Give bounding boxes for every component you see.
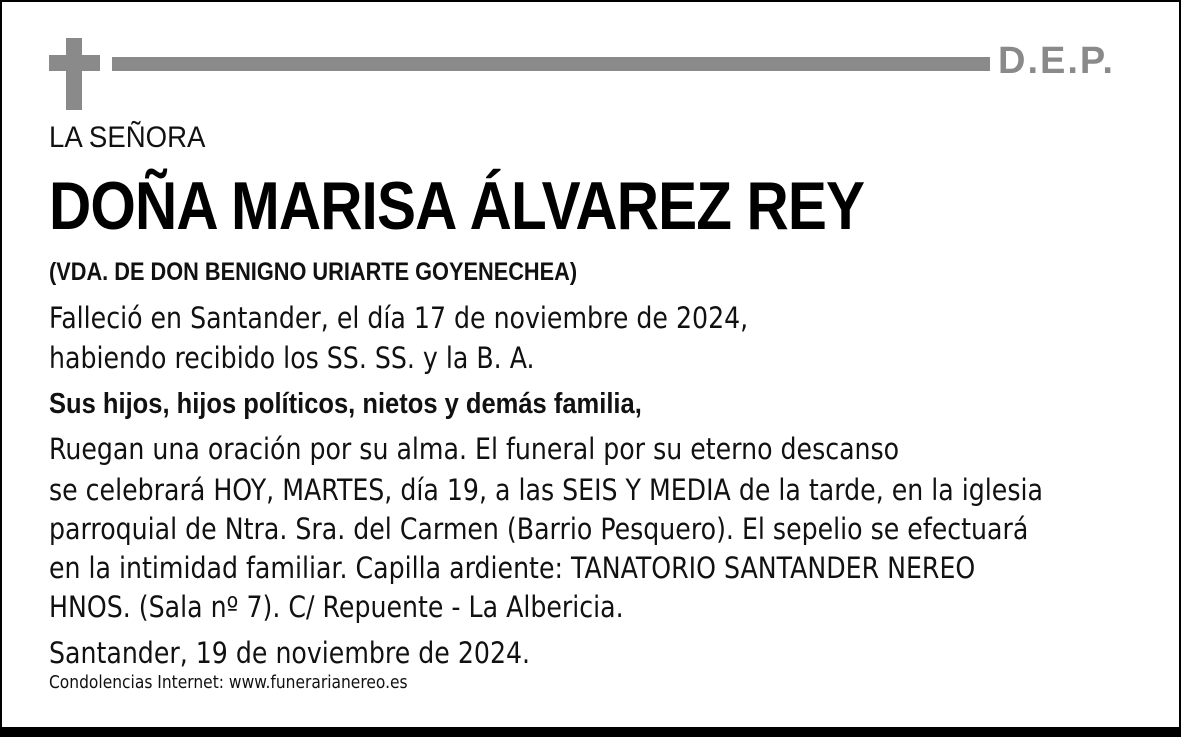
bottom-border-bar <box>0 727 1181 737</box>
header-rule <box>112 57 990 71</box>
request-line-4: en la intimidad familiar. Capilla ardiente: TANATORIO SANTANDER NEREO <box>49 551 976 585</box>
death-line-1: Falleció en Santander, el día 17 de noviembre de 2024, <box>49 301 749 335</box>
request-line-5: HNOS. (Sala nº 7). C/ Repuente - La Albericia. <box>49 590 624 624</box>
honorific: LA SEÑORA <box>49 121 206 154</box>
widow-of: (VDA. DE DON BENIGNO URIARTE GOYENECHEA) <box>49 258 578 286</box>
dep-label: D.E.P. <box>998 40 1115 82</box>
request-line-1: Ruegan una oración por su alma. El funeral por su eterno descanso <box>49 432 900 466</box>
death-line-2: habiendo recibido los SS. SS. y la B. A. <box>49 341 535 375</box>
condolences-link[interactable]: Condolencias Internet: www.funerarianereo.es <box>49 672 408 693</box>
place-date: Santander, 19 de noviembre de 2024. <box>49 636 531 670</box>
cross-horizontal-bar <box>49 55 100 71</box>
family-line: Sus hijos, hijos políticos, nietos y demás familia, <box>49 388 642 420</box>
deceased-name: DOÑA MARISA ÁLVAREZ REY <box>49 168 865 244</box>
request-line-3: parroquial de Ntra. Sra. del Carmen (Barrio Pesquero). El sepelio se efectuará <box>49 512 1029 546</box>
request-line-2: se celebrará HOY, MARTES, día 19, a las SEIS Y MEDIA de la tarde, en la iglesia <box>49 473 1043 507</box>
cross-vertical-bar <box>66 38 82 110</box>
